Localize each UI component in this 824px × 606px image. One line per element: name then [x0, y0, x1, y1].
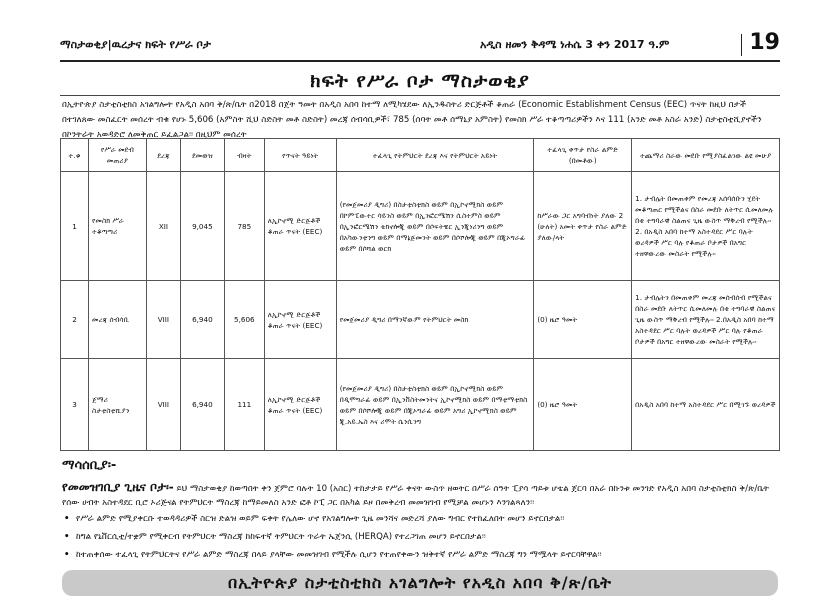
registration-info [62, 480, 778, 510]
registration-text: ይህ ማስታወቂያ ከወጣበት ቀን ጀምሮ ባሉት 10 (አስር) ተከታታይ የሥራ ቀናት ውስጥ ዘወትር በሥራ ሰዓት ፒያሳ ጣይቱ ሆቴል ጀርባ በአራ በኩንቱ መንገድ የአዲስ አበባ ስታቲስቲክስ ቅ/ጽ/ቤት የሰው ሀብት አስተዳደር ቢሮ ኦሪጅናል የትምህርት ማስረጃ ከማይመለስ አንድ ፎቶ ኮፒ ጋር በአካል ይዞ በመቅረብ መመዝገብ የሚቻል መሆኑን እንገልጻለን፡፡ [62, 484, 769, 508]
notes-list [62, 510, 792, 564]
header-education: ተፈላጊ የትምህርት ደረጃ እና የትምህርት አይነት [336, 139, 534, 172]
row-special: 1. ታብሌትን በመጠቀም መረጃ መሰብሰብ የሚችልና በስራ መደቡ ለትጥር ሲመለመሉ በቂ ተግባራዊ ስልጠና ጊዜ ውስጥ ማቅረብ የሚችሉ፡፡ 2.በአዲስ አበባ ከተማ አስተዳደር ሥር ባሉት ወረዳዎች ሥር ባሉ የቆጠራ ቦታዎች በአግር ተዘዋውረው መስራት የሚችሉ፡፡ [632, 281, 780, 359]
row-study-type: ለኢኮኖሚ ድርጅቶች ቆጠራ ጥናት (EEC) [264, 359, 336, 451]
row-special: በአዲስ አበባ ከተማ አስተዳደር ሥር በሚገኙ ወረዳዎች [632, 359, 780, 451]
row-education: የመጀመሪያ ዲግሪ በማንኛውም የትምህርት መስክ [336, 281, 534, 359]
row-study-type: ለኢኮኖሚ ድርጅቶች ቆጠራ ጥናት (EEC) [264, 172, 336, 281]
row-study-type: ለኢኮኖሚ ድርጅቶች ቆጠራ ጥናት (EEC) [264, 281, 336, 359]
row-salary: 9,045 [180, 172, 224, 281]
row-position: የመስክ ሥራ ተቆጣጣሪ [88, 172, 146, 281]
section-label: ማስታወቂያ|ዉረታና ክፍት የሥራ ቦታ [60, 38, 212, 51]
row-special: 1. ታብሌት በመጠቀም የመረጃ አሰባሰቡን ሂደት መቆጣጠር የሚችልና በስራ መደቡ ለትጥር ሲመለመሉ በቂ ተግባራዊ ስልጠና ጊዜ ውስጥ ማቅረብ የሚችሉ፡፡ 2. በአዲስ አበባ ከተማ አስተዳደር ሥር ባሉት ወረዳዎች ሥር ባሉ የቆጠራ ቦታዎች በአግር ተዘዋውረው መስራት የሚችሉ፡፡ [632, 172, 780, 281]
header-position: የሥራ መደብ መጠሪያ [88, 139, 146, 172]
title-rule [60, 95, 780, 96]
row-position: መረጃ ሰብሳቢ [88, 281, 146, 359]
page-header [60, 30, 780, 60]
row-experience: (0) ዜሮ ዓመት [534, 359, 632, 451]
row-grade: XII [146, 172, 180, 281]
header-grade: ደረጃ [146, 139, 180, 172]
row-quantity: 5,606 [224, 281, 264, 359]
row-no: 1 [61, 172, 89, 281]
list-item: • ከተጠቀሰው ተፈላጊ የትምህርትና የሥራ ልምድ ማስረጃ በላይ ያላቸው መመዝገብ የሚችሉ ሲሆን የተጠየቀውን ዝቅተኛ የሥራ ልምድ ማስረጃ ግን ማሟላት ይኖርባቸዋል፡፡ [76, 546, 792, 564]
header-special: ተጨማሪ ስራው መደቡ የሚያስፈልገው ልዩ መሁያ [632, 139, 780, 172]
table-header-row [61, 139, 780, 172]
vacancy-table [60, 138, 780, 451]
row-no: 2 [61, 281, 89, 359]
header-rule [60, 60, 780, 62]
notes-label: ማሳሰቢያ፡- [62, 458, 117, 473]
page-number: 19 [749, 30, 780, 55]
row-grade: VIII [146, 359, 180, 451]
row-salary: 6,940 [180, 359, 224, 451]
footer-organization: በኢትዮጵያ ስታቲስቲክስ አገልግሎት የአዲስ አበባ ቅ/ጽ/ቤት [62, 570, 778, 596]
header-quantity: ብዛት [224, 139, 264, 172]
row-grade: VIII [146, 281, 180, 359]
row-no: 3 [61, 359, 89, 451]
ad-title: ክፍት የሥራ ቦታ ማስታወቂያ [310, 70, 530, 92]
list-item: • ከግል የኒቨርሲቲ/ተቋም የሚቀርብ የትምህርት ማስረጃ ከከፍተኛ ትምህርት ጥራት ኤጀንሲ (HERQA) የተረጋገጠ መሆን ይኖርበታል፡፡ [76, 528, 792, 546]
header-no: ተ.ቁ [61, 139, 89, 172]
header-separator [741, 34, 742, 56]
newspaper-date: አዲስ ዘመን ቅዳሜ ነሐሴ 3 ቀን 2017 ዓ.ም [480, 38, 670, 51]
row-education: (የመጀመሪያ ዲግሪ) በስታቲስቲክስ ወይም በኢኮኖሚክስ ወይም በኮምፒውተር ሳይንስ ወይም በኢንፎርሜሽን ሲስተምስ ወይም በኢንፎርሜሽን ቴክኖሎጂ ወይም በሶፍትዌር ኢንጂነሪንግ ወይም በአካውንቲንግ ወይም በማኔጅመንት ወይም በሶሾሎጂ ወይም በጂኦግራፊ ወይም በሶሻል ወርክ [336, 172, 534, 281]
header-experience: ተፈላጊ ቀጥታ የስራ ልምድ (በመቶው) [534, 139, 632, 172]
row-experience: ከሥራው ጋር አግባብነት ያለው 2 (ሁለት) አመት ቀጥታ የስራ ልምድ ያለው/ላት [534, 172, 632, 281]
row-position: ጀማሪ ስታቲስቲሺያን [88, 359, 146, 451]
table-row [61, 172, 780, 281]
row-quantity: 111 [224, 359, 264, 451]
row-experience: (0) ዜሮ ዓመት [534, 281, 632, 359]
list-item: • የሥራ ልምድ የሚያቀርቡ ተወዳዳሪዎች ስርዝ ድልዝ ወይም ፍቀት የሌለው ሆኖ የአገልግሎት ጊዜ መንሻና መድረሻ ያለው ግብር የተከፈለበት መሆን ይኖርበታል፡፡ [76, 510, 792, 528]
table-row [61, 359, 780, 451]
header-salary: ደመወዝ [180, 139, 224, 172]
row-salary: 6,940 [180, 281, 224, 359]
intro-paragraph: በኢትዮጵያ ስታቲስቲክስ አገልግሎት የአዲስ አበባ ቅ/ጽ/ቤት በ2018 በጀት ዓመት በአዲስ አበባ ከተማ ለሚካሄደው ለኢንዱስትሪ ድርጅቶች ቆጠራ (Economic Establishment Census (EEC) ጥናት ከዚህ በታች በተገለጸው መስፈርት መሰረት ብቁ የሆኑ 5,606 (አምስት ሺህ ስድስት መቶ ስድስት) መረጃ ሰብሳቢዎች፣ 785 (ሰባት መቶ ሰማኒያ አምስት) የመስክ ሥራ ተቆጣጣሪዎችን እና 111 (አንድ መቶ አስራ አንድ) ስታቲስቲሺያኖችን በኮንትራት አወዳድሮ ለመቅጠር ይፈልጋል፡፡ በዚህም መሰረት [62, 100, 762, 140]
row-quantity: 785 [224, 172, 264, 281]
row-education: (የመጀመሪያ ዲግሪ) በስታቲስቲክስ ወይም በኢኮኖሚክስ ወይም በዲሞግራፊ ወይም በኢንቨስትመንትና ኢኮኖሚክስ ወይም በማቲማቲክስ ወይም በሶሾሎጂ ወይም በጂኦግራፊ ወይም አግሪ ኢኮኖሚክስ ወይም ጂ.አይ.ኤስ እና ሪሞት ሴንሲንግ [336, 359, 534, 451]
header-study-type: የጥናት ዓይነት [264, 139, 336, 172]
table-row [61, 281, 780, 359]
registration-title: የመመዝገቢያ ጊዜና ቦታ፡- [62, 480, 174, 494]
